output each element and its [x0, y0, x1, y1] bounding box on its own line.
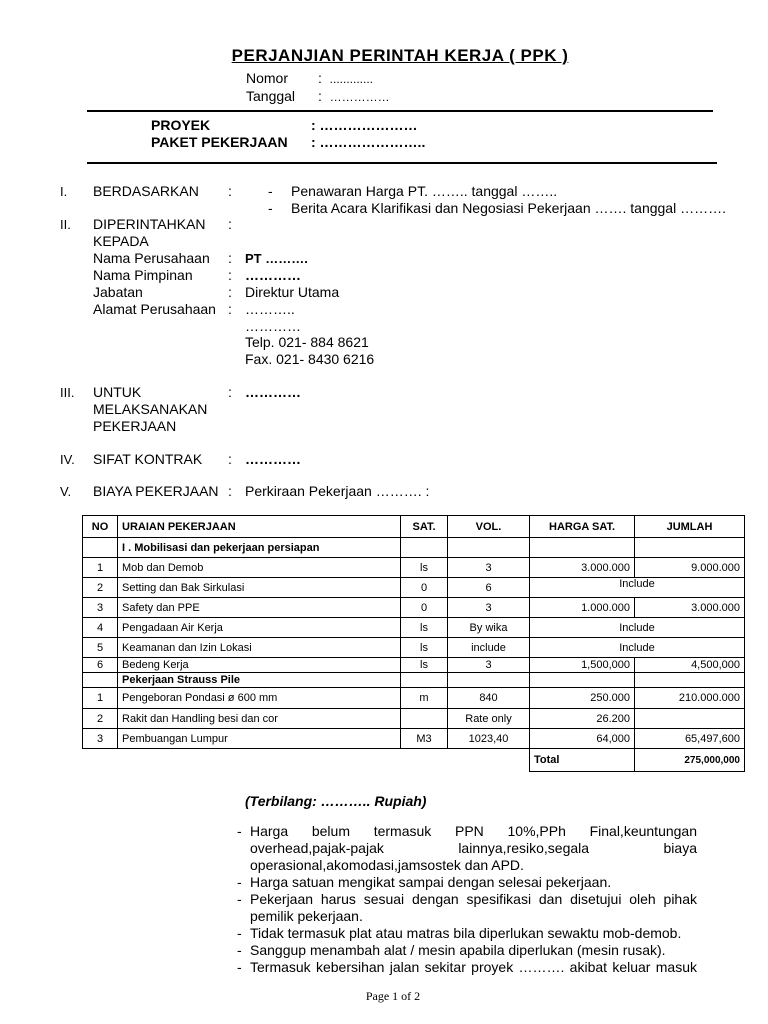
header-no: NO — [83, 516, 118, 538]
header-sat: SAT. — [401, 516, 448, 538]
cell-sat: 0 — [401, 598, 448, 618]
section-2-number: II. — [60, 217, 71, 232]
cell-vol: 3 — [448, 598, 530, 618]
paket-value: : ………………….. — [311, 134, 426, 150]
cell-sat: ls — [401, 658, 448, 673]
cell-sat — [401, 709, 448, 729]
paket-row — [151, 134, 425, 150]
alamat-colon: : — [228, 301, 232, 317]
section-4-number: IV. — [60, 452, 75, 467]
cell-vol: 6 — [448, 578, 530, 598]
paket-label: PAKET PEKERJAAN — [151, 134, 288, 150]
fax-value: Fax. 021- 8430 6216 — [245, 351, 375, 367]
table-row — [83, 658, 745, 673]
cell-harga: 250.000 — [530, 688, 635, 709]
section-2-label: KEPADA — [93, 233, 149, 249]
table-row — [83, 598, 745, 618]
section-4-value: ………… — [245, 451, 301, 467]
cell-jumlah: 210.000.000 — [635, 688, 745, 709]
section-5-value: Perkiraan Pekerjaan ………. : — [245, 483, 430, 499]
header-jumlah: JUMLAH — [635, 516, 745, 538]
cell-harga: 1,500,000 — [530, 658, 635, 673]
list-item: - Termasuk kebersihan jalan sekitar proyek ………. akibat keluar masuk — [237, 959, 697, 976]
nomor-row — [246, 70, 373, 86]
nama-perusahaan-value: PT ………. — [245, 251, 308, 266]
jabatan-label: Jabatan — [93, 284, 143, 300]
cell-jumlah: 3.000.000 — [635, 598, 745, 618]
nomor-label: Nomor — [246, 70, 289, 86]
section-3-value: ………… — [245, 384, 301, 400]
section-1-dash: - — [268, 200, 273, 216]
cell-harga: 64,000 — [530, 729, 635, 749]
table-cell — [401, 538, 448, 558]
section-3-label: PEKERJAAN — [93, 418, 177, 434]
cost-table — [82, 515, 745, 772]
header-harga: HARGA SAT. — [530, 516, 635, 538]
table-row — [83, 709, 745, 729]
cell-include: Include — [530, 638, 745, 658]
jabatan-colon: : — [228, 284, 232, 300]
telp-value: Telp. 021- 884 8621 — [245, 334, 369, 350]
total-value: 275,000,000 — [635, 749, 745, 772]
proyek-label: PROYEK — [151, 117, 211, 133]
cell-uraian: Bedeng Kerja — [118, 658, 401, 673]
table-cell — [635, 538, 745, 558]
section-5-label: BIAYA PEKERJAAN — [93, 483, 219, 499]
alamat-value: ………… — [245, 318, 301, 334]
document-title: PERJANJIAN PERINTAH KERJA ( PPK ) — [231, 46, 569, 65]
alamat-value: ……….. — [245, 301, 295, 317]
notes-list — [237, 823, 697, 976]
section-3-label: MELAKSANAKAN — [93, 401, 208, 417]
cell-vol: Rate only — [448, 709, 530, 729]
table-cell — [448, 749, 530, 772]
cell-jumlah: 4,500,000 — [635, 658, 745, 673]
table-cell — [530, 673, 635, 688]
section-3-label: UNTUK — [93, 384, 142, 400]
section-5-colon: : — [228, 483, 232, 499]
divider-top — [87, 110, 713, 112]
cell-vol: 3 — [448, 558, 530, 578]
section-4-colon: : — [228, 451, 232, 467]
table-cell — [448, 538, 530, 558]
cell-uraian: Rakit dan Handling besi dan cor — [118, 709, 401, 729]
table-row — [83, 729, 745, 749]
alamat-label: Alamat Perusahaan — [93, 301, 216, 317]
nama-pimpinan-value: ………… — [245, 267, 301, 283]
tanggal-sep: : — [318, 88, 322, 104]
cell-no: 2 — [83, 709, 118, 729]
section-4-label: SIFAT KONTRAK — [93, 451, 203, 467]
section-5-number: V. — [60, 484, 72, 499]
table-group-row — [83, 538, 745, 558]
list-item: - Tidak termasuk plat atau matras bila diperlukan sewaktu mob-demob. — [237, 925, 697, 942]
cell-jumlah: 9.000.000 — [635, 558, 745, 578]
cell-vol: 3 — [448, 658, 530, 673]
cell-no: 3 — [83, 598, 118, 618]
cell-include: Include — [530, 578, 745, 598]
nama-perusahaan-colon: : — [228, 250, 232, 266]
list-item: - Harga belum termasuk PPN 10%,PPh Final,keuntungan overhead,pajak-pajak lainnya,resiko,segala biaya operasional,akomodasi,jamsostek dan APD. — [237, 823, 697, 874]
nama-pimpinan-label: Nama Pimpinan — [93, 267, 193, 283]
nama-pimpinan-colon: : — [228, 267, 232, 283]
section-2-label: DIPERINTAHKAN — [93, 216, 206, 232]
cell-sat: ls — [401, 618, 448, 638]
table-row — [83, 638, 745, 658]
group-2-title: Pekerjaan Strauss Pile — [118, 673, 401, 688]
nomor-value: ............. — [329, 72, 374, 86]
section-1-number: I. — [60, 184, 68, 199]
table-cell — [83, 673, 118, 688]
cell-harga: 3.000.000 — [530, 558, 635, 578]
cell-no: 2 — [83, 578, 118, 598]
nama-perusahaan-label: Nama Perusahaan — [93, 250, 210, 266]
section-3-colon: : — [228, 384, 232, 400]
section-1-dash: - — [268, 183, 273, 199]
cell-uraian: Mob dan Demob — [118, 558, 401, 578]
table-cell — [530, 538, 635, 558]
divider-bottom — [87, 162, 717, 164]
tanggal-label: Tanggal — [246, 88, 296, 104]
list-item: - Sanggup menambah alat / mesin apabila diperlukan (mesin rusak). — [237, 942, 697, 959]
cell-no: 1 — [83, 688, 118, 709]
cell-uraian: Pembuangan Lumpur — [118, 729, 401, 749]
table-row — [83, 688, 745, 709]
cell-harga: 26.200 — [530, 709, 635, 729]
cell-uraian: Pengadaan Air Kerja — [118, 618, 401, 638]
cell-no: 4 — [83, 618, 118, 638]
tanggal-row — [246, 88, 390, 104]
cell-no: 1 — [83, 558, 118, 578]
cell-vol: 1023,40 — [448, 729, 530, 749]
cell-uraian: Pengeboran Pondasi ø 600 mm — [118, 688, 401, 709]
cell-vol: include — [448, 638, 530, 658]
table-cell — [401, 673, 448, 688]
table-cell — [401, 749, 448, 772]
jabatan-value: Direktur Utama — [245, 284, 340, 300]
total-label: Total — [530, 749, 635, 772]
group-1-title: I . Mobilisasi dan pekerjaan persiapan — [118, 538, 401, 558]
section-1-label: BERDASARKAN — [93, 183, 199, 199]
page-footer: Page 1 of 2 — [365, 989, 421, 1003]
list-item: - Pekerjaan harus sesuai dengan spesifikasi dan disetujui oleh pihak pemilik pekerjaan. — [237, 891, 697, 925]
section-3-number: III. — [60, 385, 75, 400]
table-cell — [448, 673, 530, 688]
cell-no: 5 — [83, 638, 118, 658]
section-1-item: Berita Acara Klarifikasi dan Negosiasi Pekerjaan ……. tanggal ………. — [291, 200, 726, 216]
proyek-value: : ………………… — [311, 117, 418, 133]
cell-jumlah: 65,497,600 — [635, 729, 745, 749]
section-1-colon: : — [228, 183, 232, 199]
table-cell — [118, 749, 401, 772]
cell-sat: 0 — [401, 578, 448, 598]
cell-jumlah — [635, 709, 745, 729]
table-total-row — [83, 749, 745, 772]
table-row — [83, 578, 745, 598]
table-header-row — [83, 516, 745, 538]
table-group-row — [83, 673, 745, 688]
header-vol: VOL. — [448, 516, 530, 538]
cell-no: 3 — [83, 729, 118, 749]
proyek-row — [151, 117, 418, 133]
cell-uraian: Setting dan Bak Sirkulasi — [118, 578, 401, 598]
list-item: - Harga satuan mengikat sampai dengan selesai pekerjaan. — [237, 874, 697, 891]
cell-no: 6 — [83, 658, 118, 673]
cell-vol: 840 — [448, 688, 530, 709]
header-uraian: URAIAN PEKERJAAN — [118, 516, 401, 538]
cell-sat: ls — [401, 558, 448, 578]
cell-uraian: Keamanan dan Izin Lokasi — [118, 638, 401, 658]
cell-sat: M3 — [401, 729, 448, 749]
table-cell — [635, 673, 745, 688]
table-row — [83, 558, 745, 578]
table-cell — [83, 749, 118, 772]
table-cell — [83, 538, 118, 558]
cell-include: Include — [530, 618, 745, 638]
section-1-item: Penawaran Harga PT. …….. tanggal …….. — [291, 183, 558, 199]
cell-harga: 1.000.000 — [530, 598, 635, 618]
section-2-colon: : — [228, 216, 232, 232]
cell-uraian: Safety dan PPE — [118, 598, 401, 618]
cell-vol: By wika — [448, 618, 530, 638]
terbilang-text: (Terbilang: ……….. Rupiah) — [245, 793, 427, 809]
cell-sat: m — [401, 688, 448, 709]
table-row — [83, 618, 745, 638]
nomor-sep: : — [318, 70, 322, 86]
tanggal-value: …………… — [329, 90, 390, 104]
cell-sat: ls — [401, 638, 448, 658]
